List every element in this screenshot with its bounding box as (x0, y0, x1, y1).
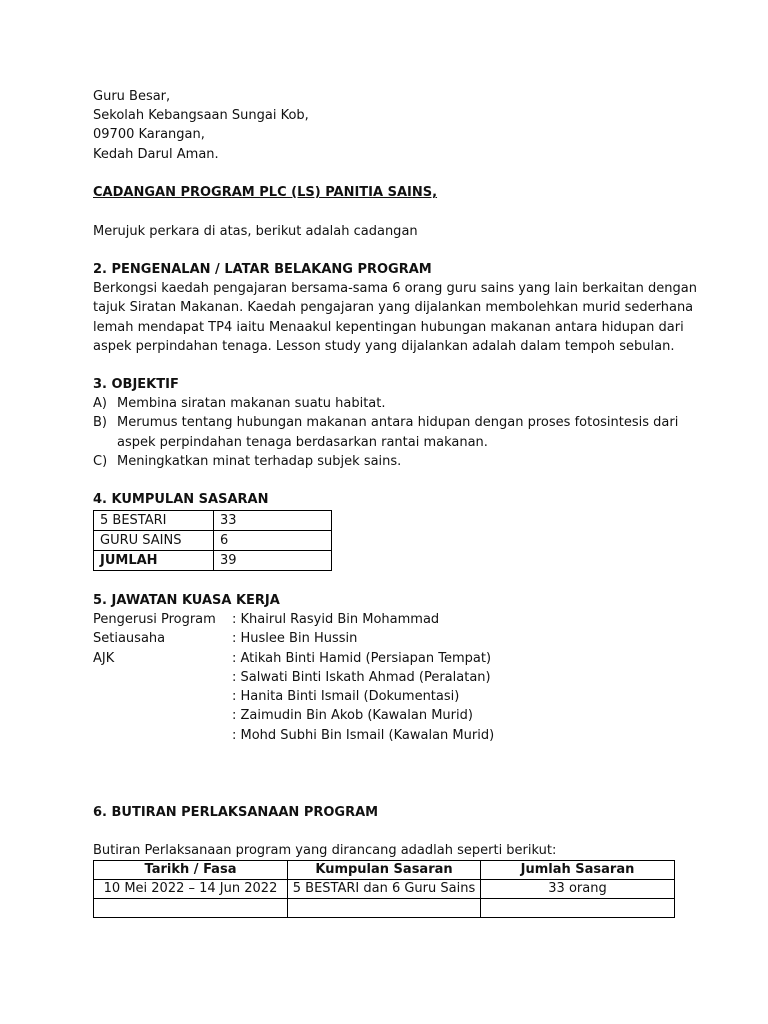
table-cell: 5 BESTARI dan 6 Guru Sains (288, 880, 481, 899)
table-row (94, 511, 332, 531)
committee-row (93, 668, 653, 687)
table-row (94, 551, 332, 571)
committee-member: : Khairul Rasyid Bin Mohammad (232, 612, 440, 627)
table-cell: 10 Mei 2022 – 14 Jun 2022 (94, 880, 288, 899)
addressee-line-3: 09700 Karangan, (93, 127, 205, 142)
committee-role: Setiausaha (93, 631, 166, 647)
table-cell (94, 899, 288, 918)
objective-letter: B) (93, 415, 107, 431)
table-cell: 33 orang (481, 880, 675, 899)
addressee-line-1: Guru Besar, (93, 89, 171, 104)
section-2-paragraph (93, 279, 697, 356)
objective-text: Meningkatkan minat terhadap subjek sains. (117, 453, 402, 469)
document-subject-title: CADANGAN PROGRAM PLC (LS) PANITIA SAINS, (93, 185, 438, 200)
objective-letter: A) (93, 396, 107, 411)
section-2-heading: 2. PENGENALAN / LATAR BELAKANG PROGRAM (93, 262, 432, 277)
table-cell: GURU SAINS (94, 531, 214, 551)
addressee-line-2: Sekolah Kebangsaan Sungai Kob, (93, 108, 309, 123)
committee-member: : Zaimudin Bin Akob (Kawalan Murid) (232, 708, 473, 724)
objective-text: Merumus tentang hubungan makanan antara hidupan dengan proses fotosintesis dari (117, 415, 679, 431)
objective-item (93, 413, 679, 432)
objective-text: Membina siratan makanan suatu habitat. (117, 396, 386, 411)
committee-row (93, 610, 653, 629)
table-row (94, 531, 332, 551)
committee-row (93, 726, 653, 745)
table-cell: 5 BESTARI (94, 511, 214, 531)
table-cell: 6 (214, 531, 332, 551)
objective-letter: C) (93, 453, 108, 469)
committee-member: : Atikah Binti Hamid (Persiapan Tempat) (232, 650, 492, 666)
addressee-line-4: Kedah Darul Aman. (93, 147, 219, 162)
objective-item (93, 452, 674, 471)
section-4-heading: 4. KUMPULAN SASARAN (93, 492, 269, 507)
intro-sentence: Merujuk perkara di atas, berikut adalah cadangan (93, 224, 418, 239)
implementation-table (93, 860, 675, 918)
committee-role: AJK (93, 650, 115, 666)
table-cell: 39 (214, 551, 332, 571)
table-header-cell: Jumlah Sasaran (481, 861, 675, 880)
table-header-cell: Kumpulan Sasaran (288, 861, 481, 880)
table-header-row (94, 861, 675, 880)
objective-item-continuation (93, 433, 674, 452)
committee-member: : Mohd Subhi Bin Ismail (Kawalan Murid) (232, 727, 495, 743)
committee-role: Pengerusi Program (93, 612, 216, 627)
objective-item (93, 394, 674, 413)
objectives-list (93, 394, 679, 471)
table-header-cell: Tarikh / Fasa (94, 861, 288, 880)
committee-row (93, 706, 653, 725)
committee-member: : Huslee Bin Hussin (232, 631, 358, 647)
paragraph-line: Berkongsi kaedah pengajaran bersama-sama 6 orang guru sains yang lain berkaitan dengan (93, 281, 697, 296)
section-6-heading: 6. BUTIRAN PERLAKSANAAN PROGRAM (93, 805, 379, 820)
section-3-heading: 3. OBJEKTIF (93, 377, 179, 392)
table-cell: JUMLAH (94, 551, 214, 571)
committee-member: : Hanita Binti Ismail (Dokumentasi) (232, 689, 460, 705)
paragraph-line: tajuk Siratan Makanan. Kaedah pengajaran yang dijalankan membolehkan murid sederhana (93, 300, 694, 316)
table-row (94, 880, 675, 899)
table-row (94, 899, 675, 918)
committee-row (93, 629, 653, 648)
target-group-table (93, 510, 332, 571)
paragraph-line: aspek perpindahan tenaga. Lesson study yang dijalankan adalah dalam tempoh sebulan. (93, 338, 675, 354)
committee-list (93, 610, 653, 745)
section-6-intro: Butiran Perlaksanaan program yang dirancang adadlah seperti berikut: (93, 843, 557, 858)
committee-row (93, 649, 653, 668)
committee-row (93, 687, 653, 706)
objective-text: aspek perpindahan tenaga berdasarkan rantai makanan. (117, 434, 488, 450)
table-cell (288, 899, 481, 918)
section-5-heading: 5. JAWATAN KUASA KERJA (93, 593, 280, 608)
committee-member: : Salwati Binti Iskath Ahmad (Peralatan) (232, 669, 491, 685)
table-cell: 33 (214, 511, 332, 531)
paragraph-line: lemah mendapat TP4 iaitu Menaakul kepentingan hubungan makanan antara hidupan dari (93, 319, 684, 335)
table-cell (481, 899, 675, 918)
